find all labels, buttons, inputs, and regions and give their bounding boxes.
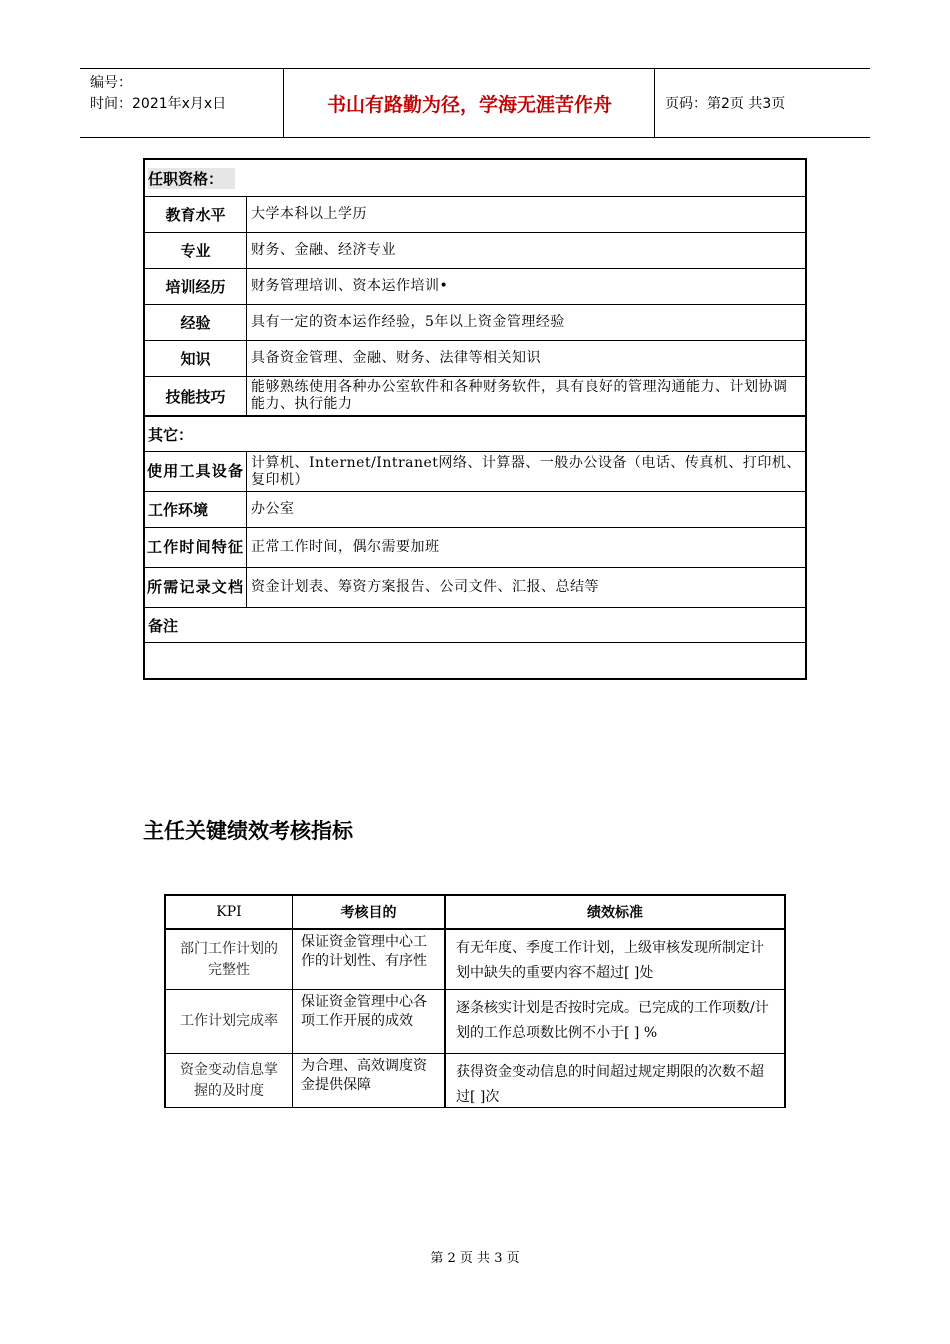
row-value: 大学本科以上学历 [251, 206, 367, 222]
standard-column-header: 绩效标准 [587, 905, 643, 921]
header-page-number: 页码：第2页 共3页 [665, 96, 786, 112]
table-row [145, 528, 805, 568]
purpose-column-header: 考核目的 [293, 896, 446, 928]
header-motto: 书山有路勤为径，学海无涯苦作舟 [326, 93, 612, 116]
other-section-header [145, 417, 805, 452]
table-row [166, 990, 784, 1054]
purpose-cell: 为合理、高效调度资金提供保障 [293, 1054, 446, 1108]
document-number-label: 编号： [90, 75, 132, 91]
table-row [145, 341, 805, 377]
kpi-header-row [166, 896, 784, 930]
table-row [145, 568, 805, 608]
table-row [145, 305, 805, 341]
row-label: 工作时间特征 [145, 528, 247, 567]
table-row [145, 452, 805, 492]
row-value: 具备资金管理、金融、财务、法律等相关知识 [251, 350, 541, 366]
row-value: 能够熟练使用各种办公室软件和各种财务软件，具有良好的管理沟通能力、计划协调能力、执行能力 [251, 379, 788, 412]
row-label: 经验 [145, 305, 247, 340]
table-row [166, 1054, 784, 1108]
section-title: 任职资格： [148, 168, 235, 189]
qualification-table [143, 158, 807, 680]
row-label: 专业 [145, 233, 247, 268]
purpose-cell: 保证资金管理中心工作的计划性、有序性 [293, 930, 446, 989]
kpi-column-header: KPI [166, 896, 293, 928]
table-row [145, 269, 805, 305]
row-value: 财务管理培训、资本运作培训• [251, 278, 449, 294]
row-value: 具有一定的资本运作经验，5年以上资金管理经验 [251, 314, 565, 330]
qualification-section-header [145, 160, 805, 197]
row-label: 培训经历 [145, 269, 247, 304]
document-time-label: 时间：2021年x月x日 [90, 96, 227, 112]
row-label: 使用工具设备 [145, 452, 247, 491]
table-row [145, 197, 805, 233]
row-value: 财务、金融、经济专业 [251, 242, 396, 258]
table-row [145, 233, 805, 269]
row-label: 工作环境 [145, 492, 247, 527]
kpi-section-title: 主任关键绩效考核指标 [143, 819, 353, 843]
standard-cell: 有无年度、季度工作计划，上级审核发现所制定计划中缺失的重要内容不超过[ ]处 [456, 940, 764, 981]
row-label: 所需记录文档 [145, 568, 247, 607]
table-row [145, 377, 805, 417]
kpi-cell: 工作计划完成率 [166, 990, 293, 1053]
remarks-header [145, 608, 805, 643]
row-value: 计算机、Internet/Intranet网络、计算器、一般办公设备（电话、传真机、打印机、复印机） [251, 454, 801, 488]
table-row [166, 930, 784, 990]
section-title: 其它： [148, 425, 194, 444]
row-value: 资金计划表、筹资方案报告、公司文件、汇报、总结等 [251, 579, 599, 595]
kpi-cell: 资金变动信息掌握的及时度 [166, 1054, 293, 1108]
page-footer: 第 2 页 共 3 页 [430, 1251, 520, 1266]
standard-cell: 逐条核实计划是否按时完成。已完成的工作项数/计划的工作总项数比例不小于[ ] % [456, 1000, 769, 1041]
standard-cell: 获得资金变动信息的时间超过规定期限的次数不超过[ ]次 [456, 1064, 764, 1105]
remarks-body [145, 643, 805, 678]
row-label: 技能技巧 [145, 377, 247, 415]
row-value: 正常工作时间，偶尔需要加班 [251, 539, 440, 555]
row-label: 教育水平 [145, 197, 247, 232]
header-divider [654, 69, 655, 137]
page-header [80, 68, 870, 138]
purpose-cell: 保证资金管理中心各项工作开展的成效 [293, 990, 446, 1053]
header-meta [90, 73, 226, 115]
remarks-title: 备注 [148, 616, 179, 635]
table-row [145, 492, 805, 528]
kpi-cell: 部门工作计划的完整性 [166, 930, 293, 989]
row-label: 知识 [145, 341, 247, 376]
row-value: 办公室 [251, 501, 295, 517]
kpi-table [164, 894, 786, 1108]
